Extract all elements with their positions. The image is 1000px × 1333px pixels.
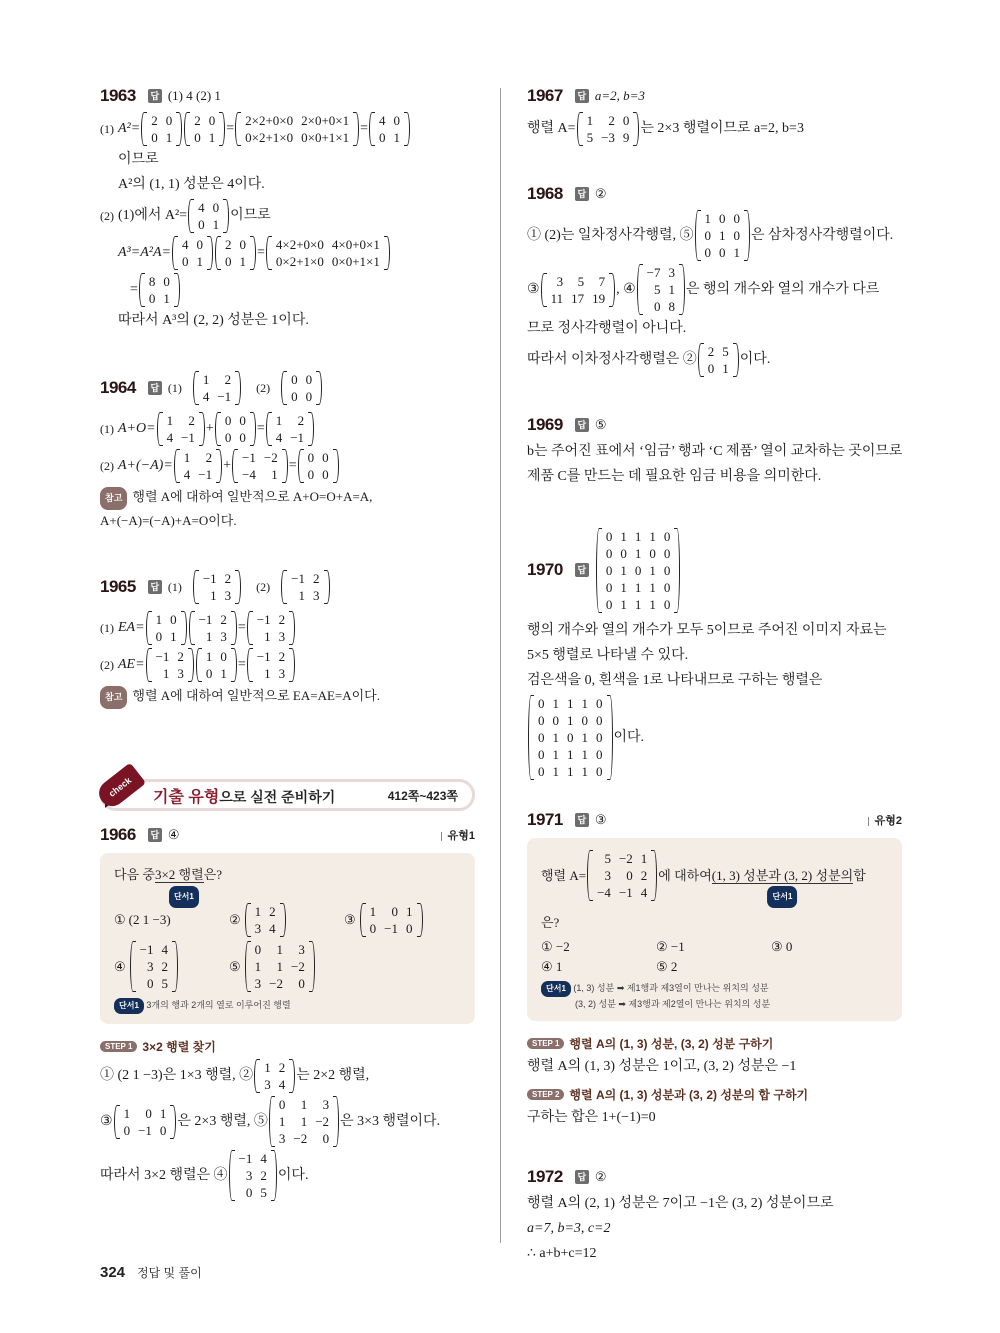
answer-text: ④ <box>167 827 180 842</box>
clue-underline: (1, 3) 성분과 (3, 2) 성분의 <box>711 867 854 883</box>
problem-1964: 1964 답 (1) 1 2 4 −1 (2) 0 0 0 0 (1) A+O= 1 2 4 −1 + 0 0 0 0 = 1 2 4 −1 (2) A+(−A)= 1 2 4 −1 + −1 −2 −4 1 = 0 0 0 0 참고 행렬 A에 대하여 일반적으로 A+O=O+A=A, A+(−A)=(−A)+A=O이다. <box>100 368 475 531</box>
step-2: STEP 2 행렬 A의 (1, 3) 성분과 (3, 2) 성분의 합 구하기 <box>527 1086 902 1103</box>
matrix: 4 0 0 1 <box>369 112 410 146</box>
answer-text: ⑤ <box>594 417 607 432</box>
matrix: 4×2+0×0 4×0+0×1 0×2+1×0 0×0+1×1 <box>266 236 390 270</box>
text: (1)에서 A²= <box>118 208 188 223</box>
matrix: 1 2 4 −1 <box>174 449 222 483</box>
answer-icon: 답 <box>575 89 589 103</box>
choices <box>541 939 888 975</box>
clue-badge: 단서1 <box>768 886 798 908</box>
problem-number: 1967 <box>527 86 563 105</box>
problem-number: 1963 <box>100 86 136 105</box>
answer-text: a=2, b=3 <box>594 88 645 103</box>
choice-1[interactable]: ① −2 <box>541 939 570 954</box>
section-pages: 412쪽~423쪽 <box>387 788 458 803</box>
answer-matrix: 1 2 4 −1 <box>193 371 241 405</box>
problem-1969: 1969 답 ⑤ b는 주어진 표에서 ‘임금’ 행과 ‘C 제품’ 열이 교차하는 곳이므로 제품 C를 만드는 데 필요한 임금 비용을 의미한다. <box>527 415 903 484</box>
matrix: −1 2 1 3 <box>189 611 237 645</box>
answer-icon: 답 <box>575 813 589 827</box>
matrix: 8 0 0 1 <box>139 273 180 307</box>
answer-text: ② <box>594 1169 607 1184</box>
text-line: 따라서 A³의 (2, 2) 성분은 1이다. <box>118 313 309 328</box>
answer-icon: 답 <box>148 580 162 594</box>
part-label: (1) <box>100 122 114 136</box>
problem-1971: 1971 답 ③ 유형2 행렬 A= 5 −2 1 3 0 2 −4 −1 4 에 대하여 (1, 3) 성분과 (3, 2) 성분의 단서1 합 은? ① −2 ② −1 ③ 0 ④ 1 ⑤ 2 단서1 (1, 3) 성분 ➡ 제1행과 제3열이 만나는 위치의 성분 (3, 2) 성분 ➡ 제3행과 제2열이 만나는 위치의 성분 STEP 1 행렬 A의 (1, 3) 성분, (3, 2) 성분 구하기 행렬 A의 (1, 3) 성분은 1이고, (3, 2) 성분은 −1 STEP 2 행렬 A의 (1, 3) 성분과 (3, 2) 성분의 합 구하기 구하는 합은 1+(−1)=0 <box>527 810 902 1125</box>
answer-icon: 답 <box>148 89 162 103</box>
answer-icon: 답 <box>575 1170 589 1184</box>
problem-number: 1972 <box>527 1167 563 1186</box>
equation-lhs: A²= <box>118 121 141 136</box>
matrix: 0 0 0 0 <box>298 449 339 483</box>
choice-4[interactable]: ④ −1 4 3 2 0 5 <box>114 941 229 992</box>
section-banner <box>100 775 475 811</box>
problem-number: 1966 <box>100 825 136 844</box>
problem-number: 1968 <box>527 184 563 203</box>
matrix: 4 0 0 1 <box>172 236 213 270</box>
choice-5[interactable]: ⑤ 2 <box>656 959 678 974</box>
matrix: 1 0 0 1 <box>196 648 237 682</box>
page-footer <box>100 1264 202 1281</box>
step-badge: STEP 1 <box>100 1041 137 1052</box>
text-line: 이므로 <box>118 152 159 167</box>
type-tag: 유형2 <box>868 812 902 828</box>
answer-matrix: 0 0 0 0 <box>281 371 322 405</box>
matrix: 1 2 4 −1 <box>157 412 205 446</box>
problem-1970: 1970 답 0 1 1 1 0 0 0 1 0 0 0 1 0 1 0 0 1 1 1 0 0 1 1 1 0 행의 개수와 열의 개수가 모두 5이므로 주어진 이미지 자료는 5×5 행렬로 나타낼 수 있다. 검은색을 0, 흰색을 1로 나타내므로 구하는 행렬은 0 1 1 1 0 0 0 1 0 0 0 1 0 1 0 0 1 1 1 0 0 1 1 1 0 이다. <box>527 528 887 779</box>
matrix: −1 2 1 3 <box>247 648 295 682</box>
matrix: 1 2 4 −1 <box>266 412 314 446</box>
step-1: STEP 1 행렬 A의 (1, 3) 성분, (3, 2) 성분 구하기 <box>527 1035 902 1052</box>
choice-5[interactable]: ⑤ 0 1 3 1 1 −2 3 −2 0 <box>229 941 344 992</box>
answer-icon: 답 <box>575 418 589 432</box>
matrix: −1 2 1 3 <box>247 611 295 645</box>
choice-2[interactable]: ② 1 2 3 4 <box>229 903 344 937</box>
right-column <box>527 84 902 1275</box>
choice-4[interactable]: ④ 1 <box>541 959 563 974</box>
left-column <box>100 84 475 1211</box>
problem-1968: 1968 답 ② ① (2)는 일차정사각행렬, ⑤ 1 0 0 0 1 0 0 0 1 은 삼차정사각행렬이다. ③ 3 5 7 11 17 19 , ④ −7 3 5 1 0 8 은 행의 개수와 열의 개수가 다르 므로 정사각행렬이 아니다. 따라서 이차정사각행렬은 ② 2 5 0 1 이다. <box>527 184 894 376</box>
note-badge: 참고 <box>100 686 127 709</box>
clue-badge: 단서1 <box>169 886 199 908</box>
matrix: 0 0 0 0 <box>215 412 256 446</box>
answer-icon: 답 <box>148 828 162 842</box>
clue-badge: 단서1 <box>541 981 571 997</box>
reference-note: 참고 행렬 A에 대하여 일반적으로 A+O=O+A=A, A+(−A)=(−A)+A=O이다. <box>100 489 373 528</box>
matrix: 4 0 0 1 <box>188 199 229 233</box>
part-label: (2) <box>100 209 114 223</box>
answer-text: (1) 4 (2) 1 <box>167 88 221 103</box>
question-box: 다음 중 3×2 행렬 단서1 은? ① (2 1 −3) ② 1 2 3 4 ③ 1 0 1 0 −1 0 ④ −1 4 3 2 0 5 ⑤ 0 1 3 1 1 −2 3 −2 0 단서1 3개의 행과 2개의 열로 이루어진 행렬 <box>100 853 475 1024</box>
matrix: 2 0 0 1 <box>141 112 182 146</box>
problem-1963: 1963 답 (1) 4 (2) 1 (1) A²= 2 0 0 1 2 0 0 1 = 2×2+0×0 2×0+0×1 0×2+1×0 0×0+1×1 = 4 0 0 1 이므로 A²의 (1, 1) 성분은 4이다. (2) (1)에서 A²= 4 0 0 1 이므로 A³=A²A= 4 0 0 1 2 0 0 1 = 4×2+0×0 4×0+0×1 0×2+1×0 0×0+1×1 = 8 0 0 1 따라서 A³의 (2, 2) 성분은 1이다. <box>100 84 475 332</box>
matrix: −1 2 1 3 <box>146 648 194 682</box>
note-badge: 참고 <box>100 487 127 510</box>
page-number: 324 <box>100 1264 126 1281</box>
answer-matrix: −1 2 1 3 <box>281 570 329 604</box>
clue-hint: 단서1 3개의 행과 2개의 열로 이루어진 행렬 <box>114 998 461 1014</box>
problem-number: 1971 <box>527 810 563 829</box>
section-title: 기출 유형으로 실전 준비하기 <box>153 788 336 806</box>
answer-text: ③ <box>594 812 607 827</box>
problem-number: 1965 <box>100 577 136 596</box>
answer-icon: 답 <box>575 187 589 201</box>
choice-3[interactable]: ③ 0 <box>771 939 793 954</box>
problem-number: 1964 <box>100 378 136 397</box>
column-divider <box>500 88 501 1243</box>
answer-matrix: 0 1 1 1 0 0 0 1 0 0 0 1 0 1 0 0 1 1 1 0 0 1 1 1 0 <box>596 528 681 613</box>
equation-lhs: A³=A²A= <box>118 245 171 260</box>
choice-2[interactable]: ② −1 <box>656 939 685 954</box>
question-box: 행렬 A= 5 −2 1 3 0 2 −4 −1 4 에 대하여 (1, 3) 성분과 (3, 2) 성분의 단서1 합 은? ① −2 ② −1 ③ 0 ④ 1 ⑤ 2 단서1 (1, 3) 성분 ➡ 제1행과 제3열이 만나는 위치의 성분 (3, 2) 성분 ➡ 제3행과 제2열이 만나는 위치의 성분 <box>527 838 902 1021</box>
clue-badge: 단서1 <box>114 998 144 1014</box>
text: 이므로 <box>230 208 271 223</box>
problem-1965: 1965 답 (1) −1 2 1 3 (2) −1 2 1 3 (1) EA= 1 0 0 1 −1 2 1 3 = −1 2 1 3 (2) AE= −1 2 1 3 1 0 0 1 = −1 2 1 3 참고 행렬 A에 대하여 일반적으로 EA=AE=A이다. <box>100 567 475 709</box>
matrix: 2 0 0 1 <box>184 112 225 146</box>
problem-number: 1969 <box>527 415 563 434</box>
clue-hint: 단서1 (1, 3) 성분 ➡ 제1행과 제3열이 만나는 위치의 성분 (3, 2) 성분 ➡ 제3행과 제2열이 만나는 위치의 성분 <box>541 981 888 1011</box>
choices <box>114 903 461 992</box>
matrix: −1 −2 −4 1 <box>232 449 288 483</box>
problem-number: 1970 <box>527 560 563 579</box>
choice-1[interactable]: ① (2 1 −3) <box>114 912 171 927</box>
choice-3[interactable]: ③ 1 0 1 0 −1 0 <box>344 903 464 937</box>
answer-icon: 답 <box>148 381 162 395</box>
problem-1966: 1966 답 ④ 유형1 다음 중 3×2 행렬 단서1 은? ① (2 1 −3) ② 1 2 3 4 ③ 1 0 1 0 −1 0 ④ −1 4 3 2 0 5 ⑤ 0 1 3 1 1 −2 3 −2 0 단서1 3개의 행과 2개의 열로 이루어진 행렬 STEP 1 3×2 행렬 찾기 ① (2 1 −3)은 1×3 행렬, ② 1 2 3 4 는 2×2 행렬, ③ 1 0 1 0 −1 0 은 2×3 행렬, ⑤ 0 1 3 1 1 −2 3 −2 0 은 3×3 행렬이다. 따라서 3×2 행렬은 ④ −1 4 3 2 0 5 이다. <box>100 825 475 1200</box>
matrix: 2 0 0 1 <box>215 236 256 270</box>
answer-matrix: −1 2 1 3 <box>193 570 241 604</box>
matrix: 1 0 0 1 <box>146 611 187 645</box>
answer-icon: 답 <box>575 563 589 577</box>
footer-title: 정답 및 풀이 <box>137 1266 202 1280</box>
step-1: STEP 1 3×2 행렬 찾기 <box>100 1038 475 1055</box>
reference-note: 참고 행렬 A에 대하여 일반적으로 EA=AE=A이다. <box>100 685 475 709</box>
type-tag: 유형1 <box>441 827 475 843</box>
clue-underline: 3×2 행렬 <box>154 867 204 882</box>
text-line: A²의 (1, 1) 성분은 4이다. <box>118 177 265 192</box>
matrix: 2×2+0×0 2×0+0×1 0×2+1×0 0×0+1×1 <box>235 112 359 146</box>
answer-text: ② <box>594 186 607 201</box>
check-tab-icon: check <box>94 763 146 812</box>
problem-1967: 1967 답 a=2, b=3 행렬 A= 1 2 0 5 −3 9 는 2×3 행렬이므로 a=2, b=3 <box>527 86 804 145</box>
problem-1972: 1972 답 ② 행렬 A의 (2, 1) 성분은 7이고 −1은 (3, 2) 성분이므로 a=7, b=3, c=2 ∴ a+b+c=12 <box>527 1167 834 1261</box>
